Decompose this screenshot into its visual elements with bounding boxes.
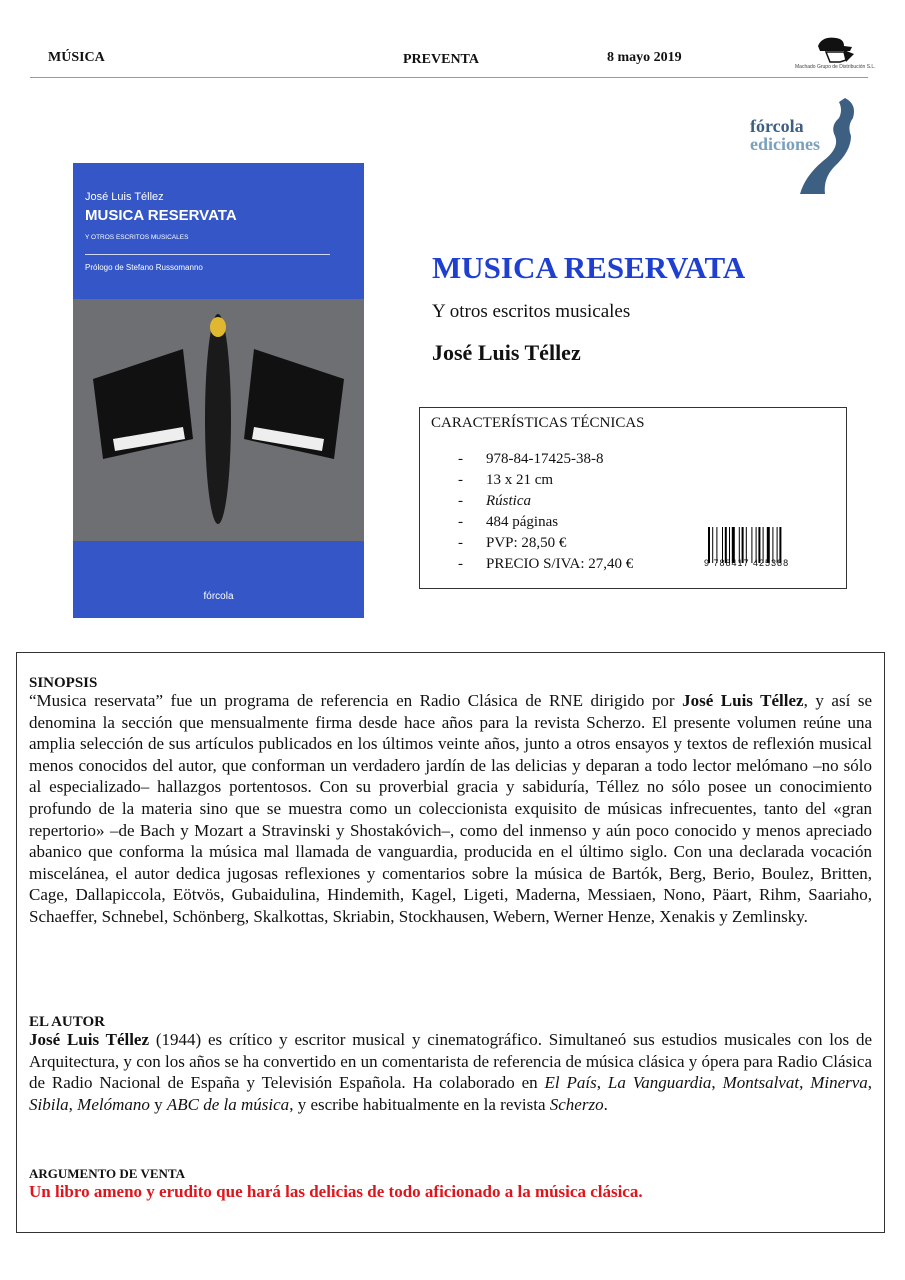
description-box [16,652,885,1233]
text-segment: , [596,1073,608,1093]
spec-isbn: - 978-84-17425-38-8 [458,451,604,467]
text-segment: Sibila [29,1094,69,1114]
book-subtitle: Y otros escritos musicales [432,301,631,322]
text-segment: , y así se denomina la sección que mensualmente firma desde hace años para la revista Scherzo. El presente volumen reúne una amplia selección de sus artículos publicados en los últimos veinte años, junto a otros ensayos y textos de reflexión musical menos conocidos del autor, que conforman un verdadero jardín de las delicias y deparan a todo lector melómano –no sólo al especializado– hallazgos portentosos. Con su proverbial gracia y sabiduría, Téllez no sólo posee un conocimiento profundo de la materia sino que se muestra como un coleccionista exquisito de músicas infrecuentes, tanto del «gran repertorio» –de Bach y Mozart a Stravinski y Shostakóvich–, como del inmenso y aún poco conocido y menos apreciado abanico que conforma la música mal llamada de vanguardia, producida en el último siglo. Con una declarada vocación miscelánea, el autor dedica jugosas reflexiones y comentarios sobre la música de Bartók, Berg, Berio, Boulez, Britten, Cage, Dallapiccola, Eötvös, Gubaidulina, Hindemith, Kagel, Ligeti, Maderna, Messiaen, Nono, Päart, Rihm, Saariaho, Schaeffer, Schnebel, Schönberg, Skalkottas, Skriabin, Stockhausen, Webern, Werner Henze, Xenakis y Zemlinsky. [29,691,873,926]
text-segment: La Vanguardia [607,1073,712,1093]
spec-size: - 13 x 21 cm [458,472,554,488]
text-segment: (1944) es crítico y escritor musical y cinematográfico. Simultaneó sus estudios musicales con los de Arquitectura, y con los años se ha convertido en un comentarista de referencia de música clásica y ópera para Radio Clásica de Radio Nacional de España y Televisión Española. Ha colaborado en [29,1030,872,1093]
text-segment: , [711,1073,723,1093]
publisher-logo: fórcola ediciones [750,96,860,196]
synopsis-heading: SINOPSIS [29,675,98,691]
text-segment: Melómano [77,1094,150,1114]
text-segment: , [867,1073,873,1093]
scroll-icon [795,96,860,196]
sales-heading: ARGUMENTO DE VENTA [29,1166,186,1181]
book-author: José Luis Téllez [432,340,581,365]
date-label: 8 mayo 2019 [607,50,682,65]
text-segment: El País [544,1073,597,1093]
text-segment: Montsalvat [722,1073,800,1093]
book-cover: José Luis Téllez MUSICA RESERVATA Y OTROS ESCRITOS MUSICALES Prólogo de Stefano Russomanno fórcola [73,163,364,618]
spec-binding: - Rústica [458,493,531,509]
text-segment: . [603,1094,608,1114]
pianos-illustration [73,299,364,541]
distributor-name: Machado Grupo de Distribución S.L. [795,64,876,70]
text-segment: “Musica reservata” fue un programa de referencia en Radio Clásica de RNE dirigido por [29,691,683,710]
spec-price-no-vat: - PRECIO S/IVA: 27,40 € [458,556,634,572]
header-divider [30,77,868,78]
text-segment: José Luis Téllez [682,691,804,710]
text-segment: ABC de la música [166,1094,290,1114]
text-segment: , [799,1073,811,1093]
author-heading: EL AUTOR [29,1014,106,1030]
book-title: MUSICA RESERVATA [432,250,746,285]
text-segment: Minerva [810,1073,868,1093]
text-segment: José Luis Téllez [29,1030,150,1049]
text-segment: , [68,1094,78,1114]
specs-heading: CARACTERÍSTICAS TÉCNICAS [431,415,645,431]
synopsis-text [29,690,872,928]
status-label: PREVENTA [403,52,479,67]
section-label: MÚSICA [48,50,105,65]
technical-specs [419,407,847,589]
text-segment: y [149,1094,167,1114]
sales-argument: Un libro ameno y erudito que hará las delicias de todo aficionado a la música clásica. [29,1182,643,1201]
text-segment: , y escribe habitualmente en la revista [289,1094,550,1114]
spec-pages: - 484 páginas [458,514,559,530]
text-segment: Scherzo [549,1094,604,1114]
barcode-number: 9 788417 425388 [704,558,790,568]
author-text [29,1029,872,1115]
spec-price: - PVP: 28,50 € [458,535,567,551]
cover-artwork [73,299,364,541]
